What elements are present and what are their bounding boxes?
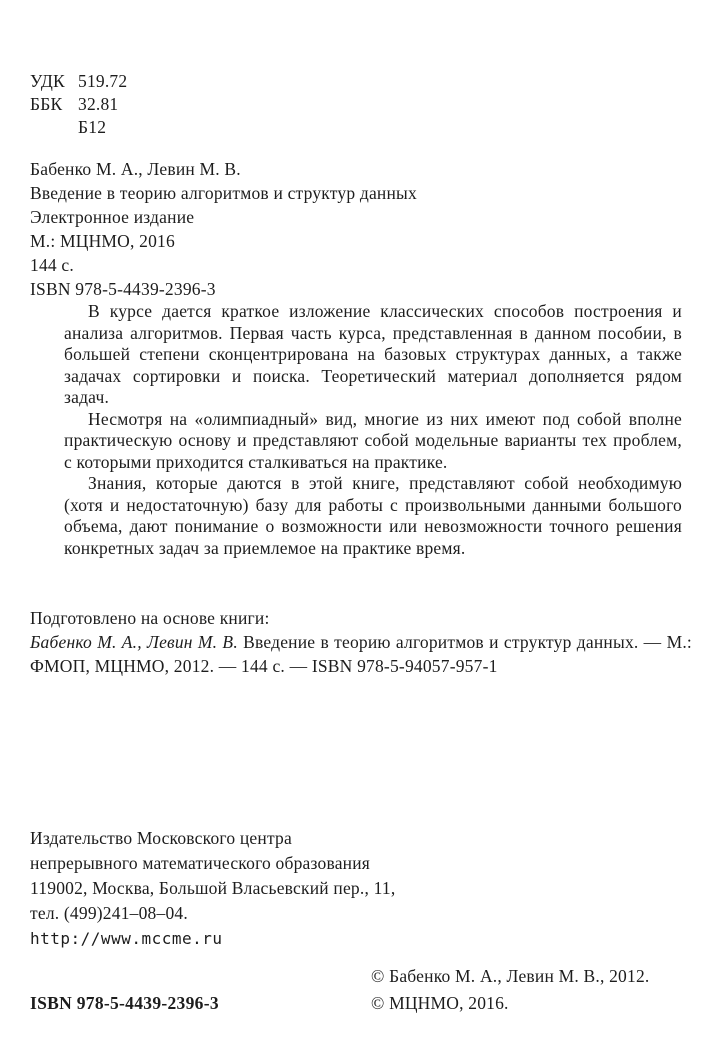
copyright-block <box>371 963 649 1017</box>
udk-code-row <box>30 70 127 93</box>
authors-line: Бабенко М. А., Левин М. В. <box>30 159 241 179</box>
book-title: Введение в теорию алгоритмов и структур данных <box>30 183 417 203</box>
copyright-publisher: © МЦНМО, 2016. <box>371 993 509 1013</box>
isbn-line: ISBN 978-5-4439-2396-3 <box>30 279 216 299</box>
source-book-reference <box>30 630 692 678</box>
reference-details: Введение в теорию алгоритмов и структур данных. — М.: ФМОП, МЦНМО, 2012. — 144 с. — ISBN 978-5-94057-957-1 <box>30 632 692 676</box>
edition-line: Электронное издание <box>30 207 195 227</box>
author-sign-row <box>30 116 127 139</box>
publisher-name-line-2: непрерывного математического образования <box>30 853 371 873</box>
udk-value: 519.72 <box>78 71 128 91</box>
author-sign-value: Б12 <box>78 117 107 137</box>
reference-authors: Бабенко М. А., Левин М. В. <box>30 632 238 652</box>
based-on-intro: Подготовлено на основе книги: <box>30 608 270 628</box>
pages-line: 144 с. <box>30 255 74 275</box>
publisher-phone: тел. (499)241–08–04. <box>30 903 188 923</box>
imprint-line: М.: МЦНМО, 2016 <box>30 231 175 251</box>
title-block <box>30 157 680 301</box>
publisher-address: 119002, Москва, Большой Власьевский пер., 11, <box>30 878 396 898</box>
annotation-paragraph-3: Знания, которые даются в этой книге, представляют собой необходимую (хотя и недостаточную) базу для работы с произвольными данными большого объема, дают понимание о возможности или невозможности точного решения конкретных задач за приемлемое на практике время. <box>64 473 682 558</box>
based-on-block <box>30 606 692 678</box>
annotation-paragraph-2: Несмотря на «олимпиадный» вид, многие из них имеют под собой вполне практическую основу и представляют собой модельные варианты тех проблем, с которыми приходится сталкиваться на практике. <box>64 408 682 472</box>
bbk-value: 32.81 <box>78 94 119 114</box>
bbk-code-row <box>30 93 127 116</box>
bbk-label: ББК <box>30 94 63 114</box>
annotation-paragraph-1: В курсе дается краткое изложение классических способов построения и анализа алгоритмов. Первая часть курса, представленная в данном пособии, в большей степени сконцентрирована на базовых структурах данных, а также задачах сортировки и поиска. Теоретический материал дополняется рядом задач. <box>64 301 682 407</box>
annotation-block <box>64 301 682 559</box>
author-sign-spacer <box>30 116 78 139</box>
copyright-authors: © Бабенко М. А., Левин М. В., 2012. <box>371 966 650 986</box>
publisher-block <box>30 826 590 951</box>
udk-label: УДК <box>30 71 65 91</box>
catalog-codes-block <box>30 70 127 139</box>
publisher-name-line-1: Издательство Московского центра <box>30 828 292 848</box>
publisher-url: http://www.mccme.ru <box>30 929 223 948</box>
footer-isbn: ISBN 978-5-4439-2396-3 <box>30 993 219 1013</box>
